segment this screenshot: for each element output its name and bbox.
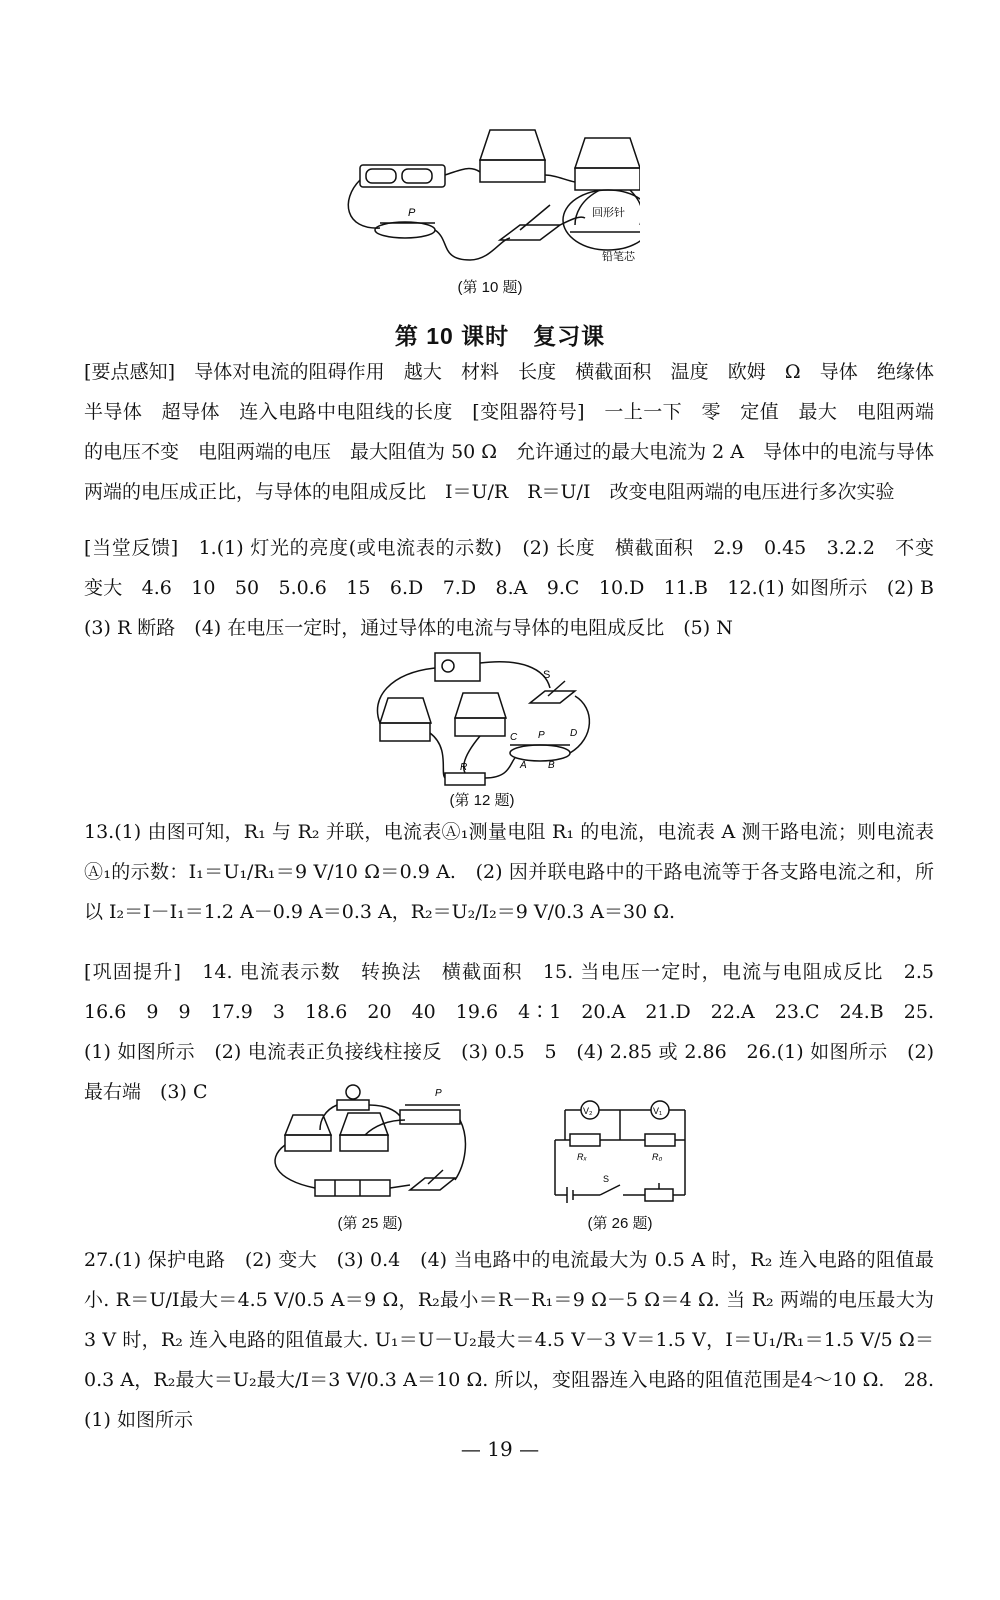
yaodian-text: [要点感知] 导体对电流的阻碍作用 越大 材料 长度 横截面积 温度 欧姆 Ω 导体 绝缘体 半导体 超导体 连入电路中电阻线的长度 [变阻器符号] 一上一下 零 定值 最大 电阻两端的电压不变 电阻两端的电压 最大阻值为 50 Ω 允许通过的最大电流为 2 A 导体中的电流与导体两端的电压成正比，与导体的电阻成反比 I＝U/R R＝U/I 改变电阻两端的电压进行多次实验 bbox=[84, 361, 954, 503]
q13-block bbox=[84, 812, 934, 932]
q13-text: 13.(1) 由图可知，R₁ 与 R₂ 并联，电流表Ⓐ₁测量电阻 R₁ 的电流，电流表 A 测干路电流；则电流表Ⓐ₁的示数：I₁＝U₁/R₁＝9 V/10 Ω＝0.9 A. (2) 因并联电路中的干路电流等于各支路电流之和，所以 I₂＝I－I₁＝1.2 A－0.9 A＝0.3 A，R₂＝U₂/I₂＝9 V/0.3 A＝30 Ω. bbox=[84, 821, 934, 923]
terminal-c-label: C bbox=[510, 732, 518, 743]
dangtang-text: [当堂反馈] 1.(1) 灯光的亮度(或电流表的示数) (2) 长度 横截面积 2.9 0.45 3.2.2 不变 变大 4.6 10 50 5.0.6 15 6.D 7.D 8.A 9.C 10.D 11.B 12.(1) 如图所示 (2) B (3) R 断路 (4) 在电压一定时，通过导体的电流与导体的电阻成反比 (5) N bbox=[84, 537, 954, 639]
section-title: 第 10 课时 复习课 bbox=[394, 323, 606, 349]
figure-25-circuit bbox=[265, 1080, 475, 1210]
figure-10-caption: (第 10 题) bbox=[457, 279, 523, 296]
clip-label: 回形针 bbox=[592, 207, 625, 219]
slider-p-label: P bbox=[538, 730, 545, 741]
resistor-rx-label: Rₓ bbox=[577, 1152, 587, 1162]
slider-p-label: P bbox=[435, 1088, 442, 1099]
resistor-r0-label: R₀ bbox=[652, 1152, 663, 1162]
q27-text: 27.(1) 保护电路 (2) 变大 (3) 0.4 (4) 当电路中的电流最大为 0.5 A 时，R₂ 连入电路的阻值最小. R＝U/I最大＝4.5 V/0.5 A＝9 Ω，R₂最小＝R－R₁＝9 Ω－5 Ω＝4 Ω. 当 R₂ 两端的电压最大为 3 V 时，R₂ 连入电路的阻值最大. U₁＝U－U₂最大＝4.5 V－3 V＝1.5 V，I＝U₁/R₁＝1.5 V/5 Ω＝0.3 A，R₂最大＝U₂最大/I＝3 V/0.3 A＝10 Ω. 所以，变阻器连入电路的阻值范围是4～10 Ω. 28.(1) 如图所示 bbox=[84, 1249, 934, 1431]
figure-10-circuit bbox=[340, 120, 640, 270]
terminal-a-label: A bbox=[520, 760, 527, 771]
figure-12-caption: (第 12 题) bbox=[449, 792, 515, 809]
terminal-d-label: D bbox=[570, 728, 578, 739]
figure-26-circuit-diagram bbox=[545, 1090, 695, 1210]
figure-25-caption: (第 25 题) bbox=[337, 1215, 403, 1232]
q27-block bbox=[84, 1240, 934, 1440]
yaodian-block bbox=[84, 352, 954, 512]
terminal-b-label: B bbox=[548, 760, 555, 771]
switch-s-label: S bbox=[543, 669, 551, 681]
page-number: — 19 — bbox=[460, 1437, 540, 1461]
resistor-r-label: R bbox=[460, 762, 468, 773]
figure-26-caption: (第 26 题) bbox=[587, 1215, 653, 1232]
slider-p-label: P bbox=[408, 207, 416, 219]
voltmeter-v1-label: V₁ bbox=[653, 1106, 663, 1116]
switch-s-label: S bbox=[603, 1174, 610, 1184]
dangtang-block bbox=[84, 528, 954, 648]
gonggu-text: [巩固提升] 14. 电流表示数 转换法 横截面积 15. 当电压一定时，电流与电阻成反比 2.5 16.6 9 9 17.9 3 18.6 20 40 19.6 4∶1 20.A 21.D 22.A 23.C 24.B 25.(1) 如图所示 (2) 电流表正负接线柱接反 (3) 0.5 5 (4) 2.85 或 2.86 26.(1) 如图所示 (2) 最右端 (3) C bbox=[84, 961, 954, 1103]
figure-12-circuit bbox=[360, 648, 610, 788]
voltmeter-v2-label: V₂ bbox=[583, 1106, 593, 1116]
gonggu-block bbox=[84, 952, 954, 1112]
pencil-lead-label: 铅笔芯 bbox=[602, 251, 635, 263]
